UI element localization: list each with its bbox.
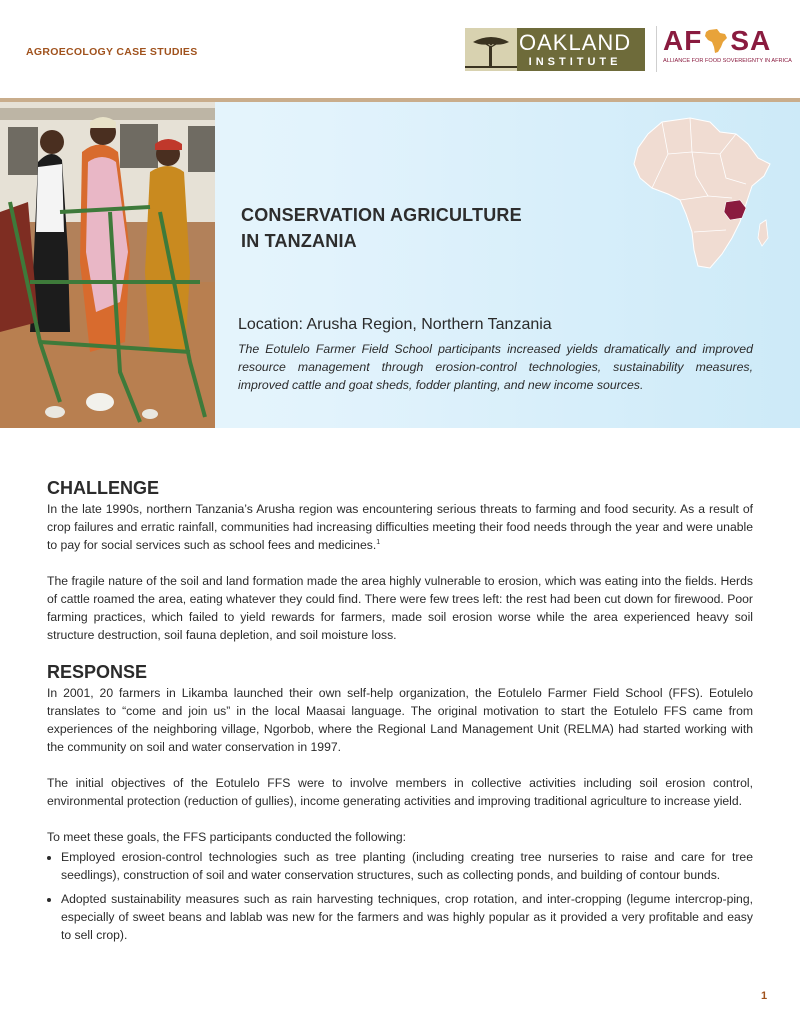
- list-item: • Employed erosion-control technologies such as tree planting (including creating tree nurseries to raise and care for tree seedlings), construction of soil and water conservation structures, such as collecting ponds, and building of contour bunds.: [61, 848, 753, 884]
- page-title: [241, 202, 522, 254]
- summary-text: The Eotulelo Farmer Field School participants increased yields dramatically and improved resource management through erosion-control technologies, sustainability measures, improved cattle and goat sheds, fodder planting, and new income sources.: [238, 342, 753, 392]
- location-line: Location: Arusha Region, Northern Tanzania: [238, 316, 552, 333]
- response-paragraph-3: To meet these goals, the FFS participants conducted the following:: [47, 830, 407, 844]
- oakland-wordmark: OAKLAND: [519, 29, 632, 55]
- afsa-wordmark-left: AF: [663, 25, 703, 56]
- footnote-ref: 1: [376, 538, 381, 546]
- response-heading: RESPONSE: [47, 662, 148, 682]
- response-paragraph-1: In 2001, 20 farmers in Likamba launched their own self-help organization, the Eotulelo Farmer Field School (FFS). Eotulelo translates to “come and join us” in the local Maasai language. The original motivation to start the Eotulelo FFS came from experiences of the neighboring village, Ngorbob, where the Regional Land Management Unit (RELMA) had started working with the community on soil and water conservation in 1997.: [47, 686, 753, 754]
- africa-icon: [703, 27, 729, 55]
- series-label: AGROECOLOGY CASE STUDIES: [26, 46, 198, 58]
- tree-icon: [465, 28, 517, 71]
- title-line-1: CONSERVATION AGRICULTURE: [241, 205, 522, 225]
- afsa-wordmark-right: SA: [730, 25, 772, 56]
- afsa-logo: [656, 26, 793, 72]
- institute-wordmark: INSTITUTE: [528, 55, 622, 68]
- oakland-institute-logo: [465, 28, 645, 71]
- challenge-p1-text: In the late 1990s, northern Tanzania’s Arusha region was encountering serious threats to farming and food security. As a result of crop failures and erratic rainfall, communities had increasing difficulties meeting their food needs through the year and were unable to pay for social services such as school fees and medicines.: [47, 502, 753, 552]
- challenge-paragraph-1: [47, 500, 753, 554]
- main-content: [47, 476, 753, 950]
- list-item: • Adopted sustainability measures such as rain harvesting techniques, crop rotation, and inter-cropping (legume intercrop-ping, especially of sweet beans and lablab was new for the farmers and was highly popular as it provided a very profitable and easy to sell crop).: [61, 890, 753, 944]
- afsa-fullname: ALLIANCE FOR FOOD SOVEREIGNTY IN AFRICA: [663, 58, 792, 64]
- page-number: 1: [761, 990, 768, 1002]
- hero-banner: [0, 102, 800, 428]
- challenge-paragraph-2: The fragile nature of the soil and land formation made the area highly vulnerable to erosion, which was eating into the fields. Herds of cattle roamed the area, eating whatever they could find. There were few trees left: the rest had been cut down for firewood. Poor farming practices, which failed to yield rewards for farmers, made soil erosion worse while the area experienced heavy soil structure destruction, soil fauna depletion, and soil moisture loss.: [47, 574, 753, 642]
- activities-list: [47, 848, 753, 944]
- farmers-photo: [0, 102, 215, 428]
- title-line-2: IN TANZANIA: [241, 231, 357, 251]
- response-paragraph-2: The initial objectives of the Eotulelo FFS were to involve members in collective activities including soil erosion control, environmental protection (reduction of gullies), income generating activities and improving traditional agriculture to increase yield.: [47, 776, 753, 808]
- challenge-heading: CHALLENGE: [47, 478, 159, 498]
- africa-map: [628, 114, 778, 274]
